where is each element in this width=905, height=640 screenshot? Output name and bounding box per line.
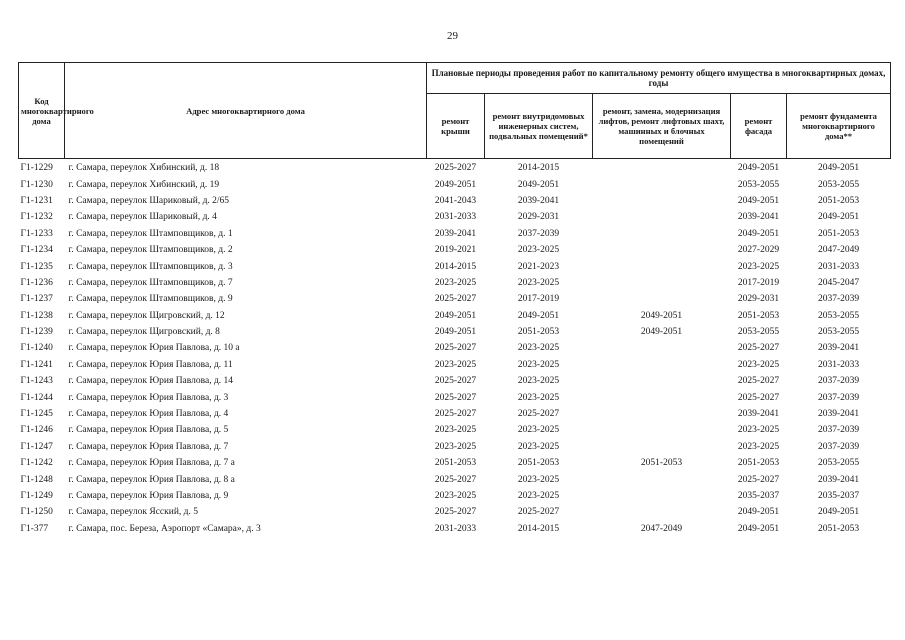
code-cell: Г1-1245 [20,409,53,420]
table-row [19,159,891,177]
roof-period-cell: 2049-2051 [434,179,477,190]
lifts-period-cell [593,193,731,209]
table-row [19,422,891,438]
roof-period-cell: 2031-2033 [434,212,477,223]
table-row [19,226,891,242]
code-cell: Г1-1239 [20,327,53,338]
table-row [19,357,891,373]
lifts-period-cell [593,226,731,242]
address-cell: г. Самара, переулок Юрия Павлова, д. 7 а [68,458,235,469]
lifts-period-cell: 2049-2051 [640,327,683,338]
code-cell: Г1-1249 [20,491,53,501]
table-row [19,291,891,307]
table-row [19,455,891,471]
engineering-period-cell: 2017-2019 [517,294,560,305]
foundation-period-cell: 2051-2053 [817,523,860,534]
address-cell: г. Самара, переулок Штамповщиков, д. 3 [68,261,233,272]
facade-period-cell: 2025-2027 [737,392,780,403]
facade-period-cell: 2023-2025 [737,261,780,272]
lifts-period-cell [593,357,731,373]
lifts-period-cell [593,422,731,438]
address-cell: г. Самара, переулок Юрия Павлова, д. 5 [68,425,229,436]
code-cell: Г1-1235 [20,261,53,272]
foundation-period-cell: 2053-2055 [817,458,860,469]
table-row [19,324,891,340]
engineering-period-cell: 2023-2025 [517,245,560,256]
table-row [19,176,891,192]
table-row [19,439,891,455]
lifts-period-cell [593,258,731,274]
table-row [19,488,891,504]
engineering-period-cell: 2039-2041 [517,195,560,206]
code-cell: Г1-1234 [20,245,53,256]
code-cell: Г1-1246 [20,425,53,436]
roof-period-cell: 2025-2027 [434,294,477,305]
facade-period-cell: 2023-2025 [737,425,780,436]
address-cell: г. Самара, переулок Шариковый, д. 4 [68,212,217,223]
address-cell: г. Самара, переулок Юрия Павлова, д. 14 [68,376,234,387]
lifts-period-cell [593,340,731,356]
roof-period-cell: 2025-2027 [434,507,477,518]
engineering-period-cell: 2014-2015 [517,523,560,534]
roof-period-cell: 2025-2027 [434,376,477,387]
facade-period-cell: 2051-2053 [737,458,780,469]
code-cell: Г1-1250 [20,507,53,518]
roof-period-cell: 2014-2015 [434,261,477,272]
address-cell: г. Самара, переулок Хибинский, д. 19 [68,179,220,190]
address-cell: г. Самара, переулок Щигровский, д. 8 [68,327,220,338]
engineering-period-cell: 2023-2025 [517,425,560,436]
foundation-period-cell: 2047-2049 [817,245,860,256]
lifts-period-cell [593,504,731,520]
address-cell: г. Самара, переулок Штамповщиков, д. 7 [68,277,233,288]
facade-period-cell: 2017-2019 [737,277,780,288]
engineering-period-cell: 2023-2025 [517,376,560,387]
lifts-period-cell [593,373,731,389]
header-periods-group: Плановые периоды проведения работ по капитальному ремонту общего имущества в многоквартирных домах, годы [427,63,891,94]
engineering-period-cell: 2023-2025 [517,474,560,485]
engineering-period-cell: 2025-2027 [517,507,560,518]
code-cell: Г1-1232 [20,212,53,223]
roof-period-cell: 2049-2051 [434,310,477,321]
address-cell: г. Самара, переулок Юрия Павлова, д. 7 [68,441,229,452]
table-row [19,373,891,389]
foundation-period-cell: 2039-2041 [817,474,860,485]
facade-period-cell: 2029-2031 [737,294,780,305]
roof-period-cell: 2023-2025 [434,359,477,370]
engineering-period-cell: 2023-2025 [517,359,560,370]
lifts-period-cell [593,209,731,225]
roof-period-cell: 2025-2027 [434,392,477,403]
facade-period-cell: 2025-2027 [737,343,780,354]
facade-period-cell: 2049-2051 [737,195,780,206]
address-cell: г. Самара, переулок Юрия Павлова, д. 11 [68,359,233,370]
table-row [19,242,891,258]
engineering-period-cell: 2023-2025 [517,491,560,501]
table-header [19,63,891,159]
table-row [19,504,891,520]
code-cell: Г1-1248 [20,474,53,485]
roof-period-cell: 2025-2027 [434,409,477,420]
address-cell: г. Самара, переулок Штамповщиков, д. 2 [68,245,233,256]
facade-period-cell: 2049-2051 [737,507,780,518]
foundation-period-cell: 2037-2039 [817,392,860,403]
roof-period-cell: 2039-2041 [434,228,477,239]
roof-period-cell: 2023-2025 [434,277,477,288]
address-cell: г. Самара, переулок Штамповщиков, д. 1 [68,228,233,239]
lifts-period-cell [593,291,731,307]
lifts-period-cell [593,406,731,422]
address-cell: г. Самара, переулок Штамповщиков, д. 9 [68,294,233,305]
roof-period-cell: 2025-2027 [434,163,477,174]
header-engineering: ремонт внутридомовых инженерных систем, подвальных помещений* [485,94,593,159]
code-cell: Г1-1241 [20,359,53,370]
facade-period-cell: 2039-2041 [737,409,780,420]
engineering-period-cell: 2051-2053 [517,458,560,469]
roof-period-cell: 2041-2043 [434,195,477,206]
address-cell: г. Самара, переулок Юрия Павлова, д. 9 [68,491,229,501]
foundation-period-cell: 2053-2055 [817,310,860,321]
foundation-period-cell: 2049-2051 [817,507,860,518]
foundation-period-cell: 2049-2051 [817,163,860,174]
roof-period-cell: 2023-2025 [434,491,477,501]
foundation-period-cell: 2037-2039 [817,294,860,305]
roof-period-cell: 2049-2051 [434,327,477,338]
header-lifts: ремонт, замена, модернизация лифтов, ремонт лифтовых шахт, машинных и блочных помещений [593,94,731,159]
roof-period-cell: 2023-2025 [434,441,477,452]
foundation-period-cell: 2051-2053 [817,228,860,239]
engineering-period-cell: 2025-2027 [517,409,560,420]
header-code: Код многоквартирного дома [19,63,65,159]
facade-period-cell: 2049-2051 [737,163,780,174]
facade-period-cell: 2023-2025 [737,359,780,370]
address-cell: г. Самара, переулок Шариковый, д. 2/65 [68,195,230,206]
code-cell: Г1-1244 [20,392,53,403]
table-row [19,308,891,324]
facade-period-cell: 2049-2051 [737,523,780,534]
foundation-period-cell: 2039-2041 [817,343,860,354]
lifts-period-cell: 2047-2049 [640,523,683,534]
engineering-period-cell: 2049-2051 [517,310,560,321]
address-cell: г. Самара, переулок Юрия Павлова, д. 4 [68,409,229,420]
foundation-period-cell: 2045-2047 [817,277,860,288]
engineering-period-cell: 2023-2025 [517,277,560,288]
engineering-period-cell: 2049-2051 [517,179,560,190]
code-cell: Г1-1230 [20,179,53,190]
capital-repair-table [18,62,891,537]
address-cell: г. Самара, переулок Щигровский, д. 12 [68,310,225,321]
engineering-period-cell: 2051-2053 [517,327,560,338]
code-cell: Г1-1240 [20,343,53,354]
address-cell: г. Самара, переулок Юрия Павлова, д. 3 [68,392,229,403]
foundation-period-cell: 2053-2055 [817,327,860,338]
foundation-period-cell: 2049-2051 [817,212,860,223]
foundation-period-cell: 2031-2033 [817,359,860,370]
lifts-period-cell [593,389,731,405]
lifts-period-cell: 2049-2051 [640,310,683,321]
lifts-period-cell [593,176,731,192]
lifts-period-cell: 2051-2053 [640,458,683,469]
code-cell: Г1-1243 [20,376,53,387]
roof-period-cell: 2019-2021 [434,245,477,256]
code-cell: Г1-1236 [20,277,53,288]
code-cell: Г1-377 [20,523,49,534]
table-row [19,389,891,405]
engineering-period-cell: 2023-2025 [517,441,560,452]
lifts-period-cell [593,159,731,177]
roof-period-cell: 2025-2027 [434,343,477,354]
facade-period-cell: 2039-2041 [737,212,780,223]
lifts-period-cell [593,488,731,504]
engineering-period-cell: 2023-2025 [517,343,560,354]
roof-period-cell: 2025-2027 [434,474,477,485]
address-cell: г. Самара, пос. Береза, Аэропорт «Самара», д. 3 [68,523,261,534]
engineering-period-cell: 2037-2039 [517,228,560,239]
foundation-period-cell: 2037-2039 [817,425,860,436]
code-cell: Г1-1242 [20,458,53,469]
roof-period-cell: 2031-2033 [434,523,477,534]
table-row [19,471,891,487]
foundation-period-cell: 2053-2055 [817,179,860,190]
lifts-period-cell [593,242,731,258]
roof-period-cell: 2023-2025 [434,425,477,436]
facade-period-cell: 2049-2051 [737,228,780,239]
code-cell: Г1-1229 [20,163,53,174]
header-facade: ремонт фасада [731,94,787,159]
foundation-period-cell: 2039-2041 [817,409,860,420]
table-row [19,209,891,225]
header-roof: ремонт крыши [427,94,485,159]
foundation-period-cell: 2051-2053 [817,195,860,206]
table-row [19,193,891,209]
code-cell: Г1-1238 [20,310,53,321]
foundation-period-cell: 2035-2037 [817,491,860,501]
table-row [19,275,891,291]
address-cell: г. Самара, переулок Юрия Павлова, д. 10 а [68,343,240,354]
facade-period-cell: 2027-2029 [737,245,780,256]
facade-period-cell: 2053-2055 [737,327,780,338]
foundation-period-cell: 2037-2039 [817,376,860,387]
table-row [19,521,891,537]
header-address: Адрес многоквартирного дома [65,63,427,159]
engineering-period-cell: 2023-2025 [517,392,560,403]
table-row [19,406,891,422]
table-row [19,340,891,356]
foundation-period-cell: 2037-2039 [817,441,860,452]
table-body [19,159,891,537]
roof-period-cell: 2051-2053 [434,458,477,469]
foundation-period-cell: 2031-2033 [817,261,860,272]
facade-period-cell: 2035-2037 [737,491,780,501]
facade-period-cell: 2023-2025 [737,441,780,452]
address-cell: г. Самара, переулок Ясский, д. 5 [68,507,198,518]
address-cell: г. Самара, переулок Хибинский, д. 18 [68,163,220,174]
code-cell: Г1-1237 [20,294,53,305]
table-row [19,258,891,274]
facade-period-cell: 2051-2053 [737,310,780,321]
facade-period-cell: 2053-2055 [737,179,780,190]
page-number: 29 [447,30,458,42]
code-cell: Г1-1233 [20,228,53,239]
header-foundation: ремонт фундамента многоквартирного дома** [787,94,891,159]
lifts-period-cell [593,439,731,455]
facade-period-cell: 2025-2027 [737,376,780,387]
engineering-period-cell: 2029-2031 [517,212,560,223]
address-cell: г. Самара, переулок Юрия Павлова, д. 8 а [68,474,235,485]
lifts-period-cell [593,275,731,291]
engineering-period-cell: 2014-2015 [517,163,560,174]
engineering-period-cell: 2021-2023 [517,261,560,272]
code-cell: Г1-1247 [20,441,53,452]
code-cell: Г1-1231 [20,195,53,206]
lifts-period-cell [593,471,731,487]
facade-period-cell: 2025-2027 [737,474,780,485]
